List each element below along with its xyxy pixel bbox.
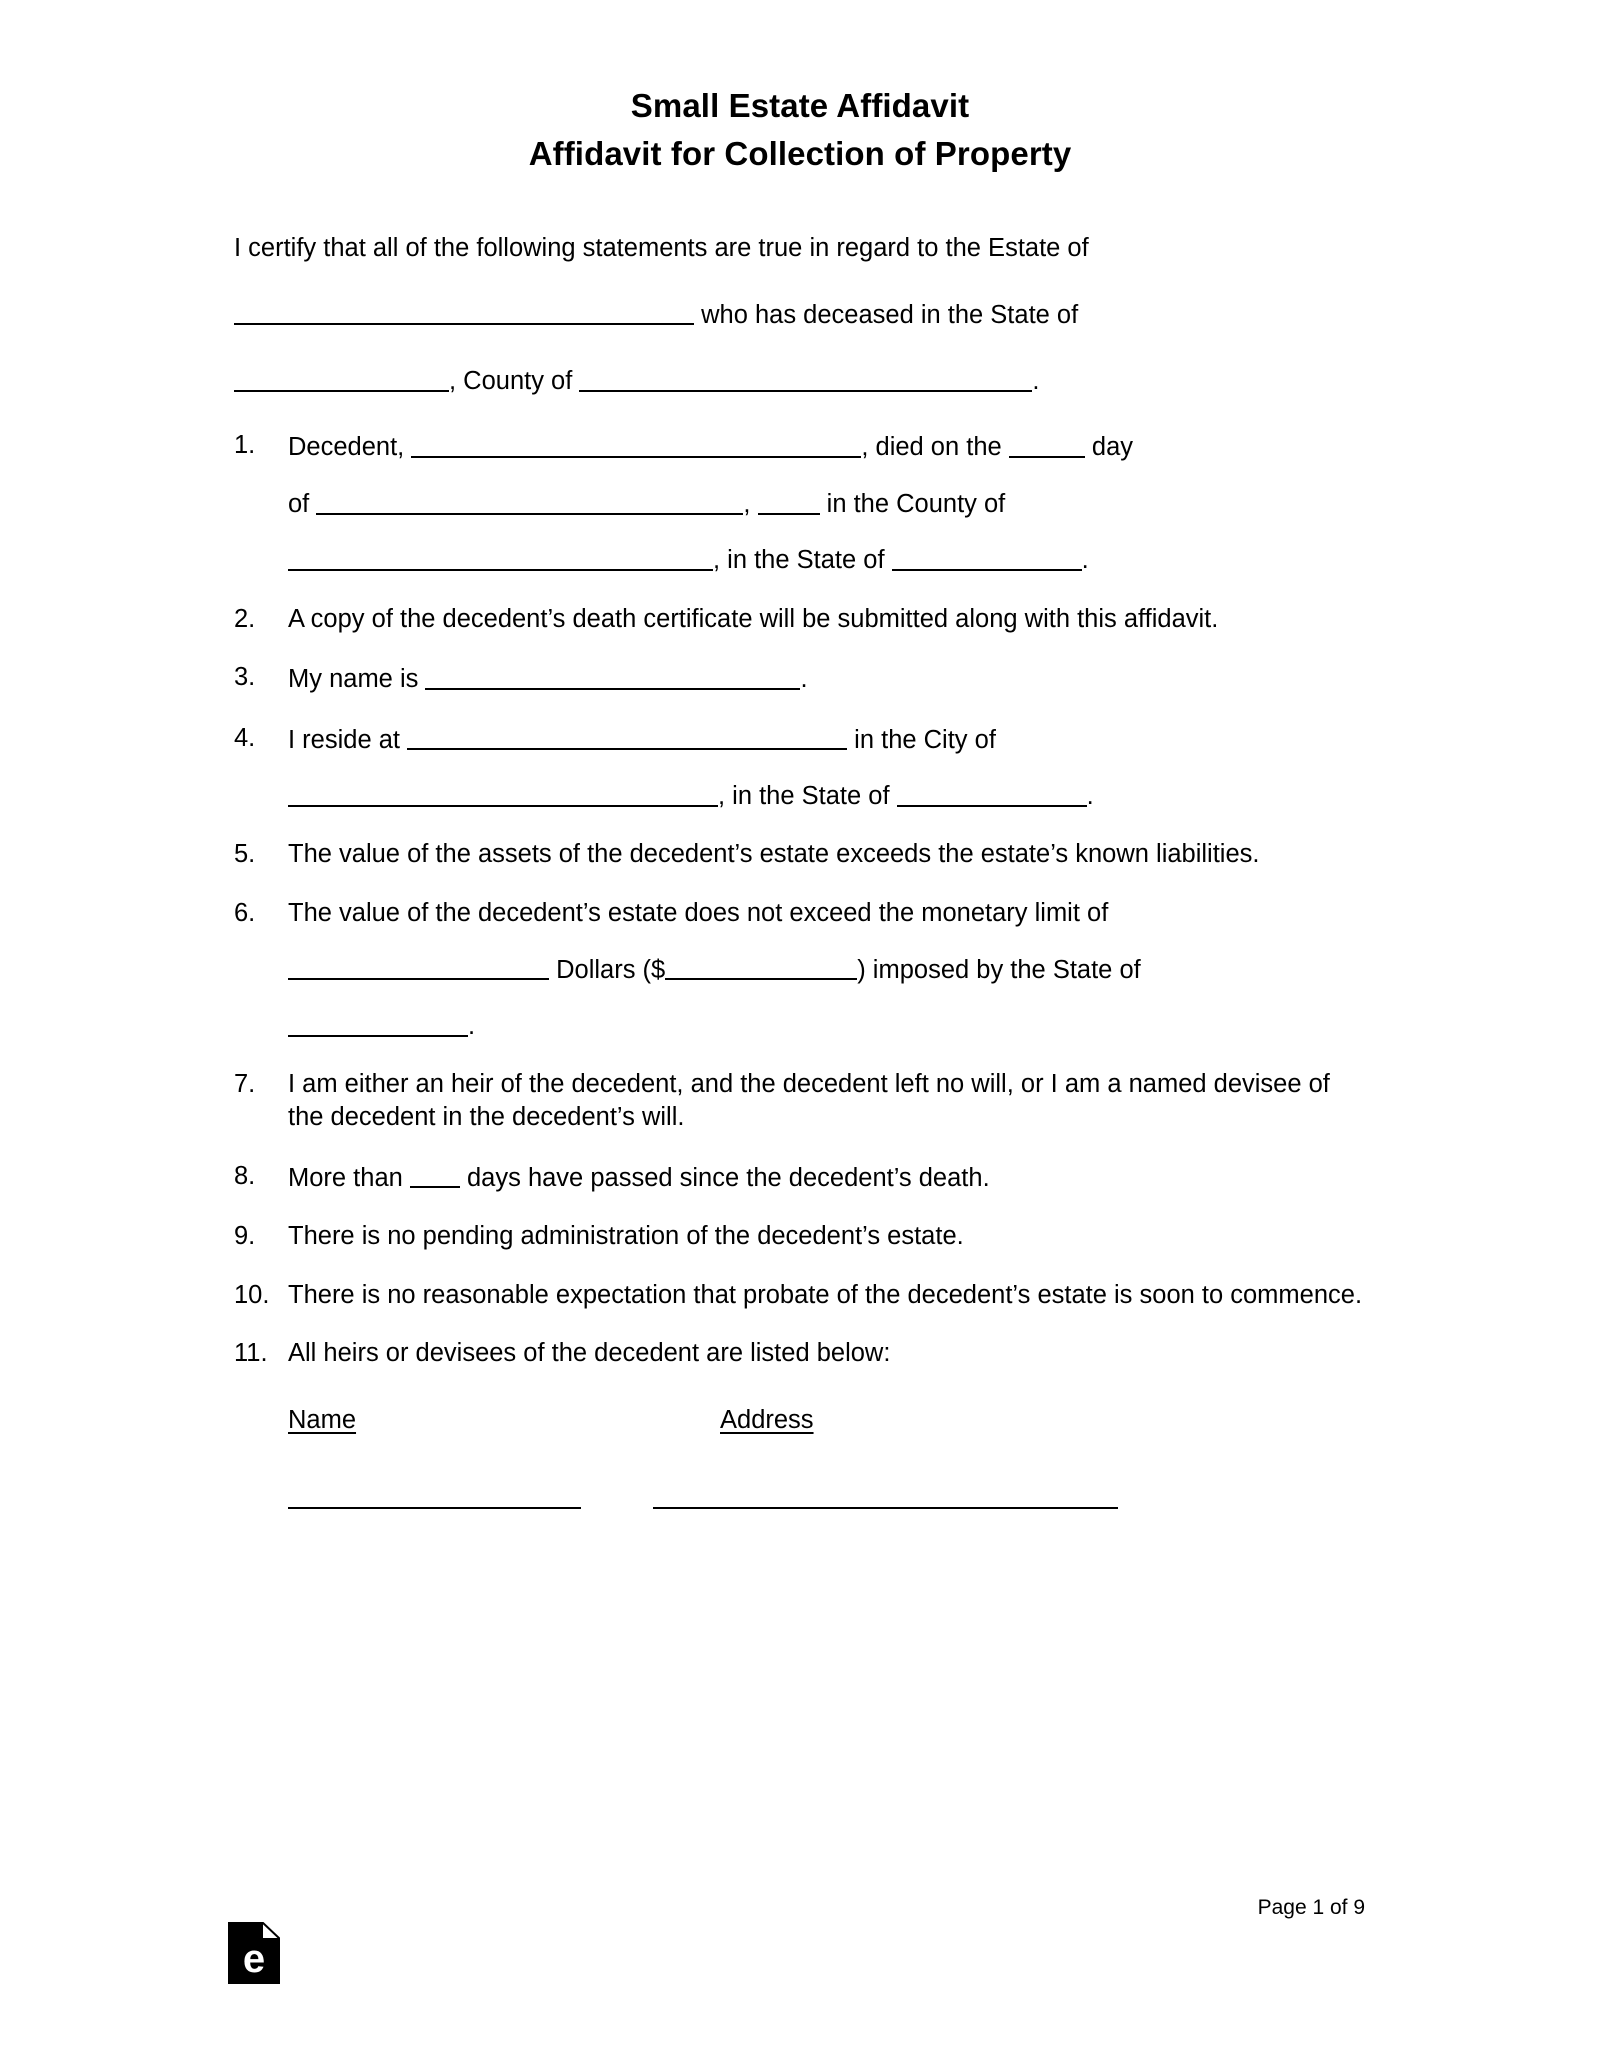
death-year-blank[interactable] — [758, 486, 820, 515]
item-1-text-b: , died on the — [861, 433, 1002, 462]
heir-address-blank[interactable] — [653, 1481, 1118, 1510]
title-line-2: Affidavit for Collection of Property — [528, 135, 1072, 172]
item-1-text-f: in the County of — [826, 489, 1006, 518]
intro-line-1 — [234, 232, 1365, 265]
item-number-3: 3. — [234, 663, 256, 692]
days-passed-blank[interactable] — [410, 1160, 460, 1189]
intro-text-1: I certify that all of the following statements are true in regard to the Estate of — [234, 234, 1089, 262]
item-number-10: 10. — [234, 1280, 270, 1309]
affiant-address-blank[interactable] — [407, 722, 847, 751]
list-item-4 — [234, 722, 1365, 813]
item-8-line — [288, 1160, 1365, 1194]
decedent-name-blank[interactable] — [411, 429, 861, 458]
list-item-7 — [234, 1068, 1365, 1133]
intro-line-2 — [234, 297, 1365, 331]
svg-text:e: e — [242, 1937, 266, 1981]
item-6-text-d: . — [468, 1011, 476, 1040]
item-6-line-2 — [288, 952, 1365, 986]
item-1-line-3 — [288, 542, 1365, 576]
intro-comma-county: , County of — [449, 366, 573, 395]
intro-paragraph — [234, 232, 1365, 397]
list-item-2 — [234, 603, 1365, 636]
item-10-text: There is no reasonable expectation that probate of the decedent’s estate is soon to commence. — [288, 1280, 1363, 1309]
estate-name-blank[interactable] — [234, 297, 694, 326]
item-4-line-2 — [288, 778, 1365, 812]
item-11-text: All heirs or devisees of the decedent are listed below: — [288, 1339, 891, 1368]
affiant-name-blank[interactable] — [425, 661, 800, 690]
death-month-blank[interactable] — [316, 486, 743, 515]
item-8-text-b: days have passed since the decedent’s death. — [467, 1163, 990, 1192]
intro-text-2: who has deceased in the State of — [701, 300, 1079, 329]
item-2-text: A copy of the decedent’s death certificate will be submitted along with this affidavit. — [288, 604, 1219, 633]
item-6-text-b: Dollars ($ — [556, 955, 666, 984]
item-number-5: 5. — [234, 840, 256, 869]
item-6-text-c: ) imposed by the State of — [857, 955, 1141, 984]
item-1-text-d: of — [288, 489, 310, 518]
heirs-table-row — [288, 1481, 1365, 1507]
affiant-state-blank[interactable] — [897, 778, 1087, 807]
intro-period: . — [1032, 366, 1040, 395]
item-number-9: 9. — [234, 1222, 256, 1251]
item-3-text-b: . — [800, 664, 808, 693]
item-5-text: The value of the assets of the decedent’s estate exceeds the estate’s known liabilities. — [288, 840, 1260, 869]
heir-name-blank[interactable] — [288, 1481, 581, 1510]
intro-line-3 — [234, 363, 1365, 397]
item-number-4: 4. — [234, 723, 256, 752]
page-number: Page 1 of 9 — [1257, 1896, 1365, 1919]
item-9-text: There is no pending administration of the decedent’s estate. — [288, 1222, 964, 1251]
item-1-text-c: day — [1091, 433, 1134, 462]
item-4-line-1 — [288, 722, 1365, 756]
affidavit-statement-list — [234, 429, 1365, 1506]
item-number-8: 8. — [234, 1161, 256, 1190]
list-item-10 — [234, 1279, 1365, 1312]
heirs-table-header — [288, 1404, 1365, 1437]
column-header-address: Address — [720, 1405, 814, 1434]
item-1-text-e: , — [743, 489, 751, 518]
item-number-2: 2. — [234, 604, 256, 633]
list-item-9 — [234, 1220, 1365, 1253]
list-item-11 — [234, 1337, 1365, 1506]
death-state-blank[interactable] — [892, 542, 1082, 571]
item-4-text-d: . — [1086, 781, 1094, 810]
item-number-6: 6. — [234, 899, 256, 927]
item-number-11: 11. — [234, 1339, 268, 1368]
item-4-text-b: in the City of — [854, 725, 996, 754]
list-item-1 — [234, 429, 1365, 576]
list-item-3 — [234, 661, 1365, 695]
monetary-limit-state-blank[interactable] — [288, 1008, 468, 1037]
monetary-limit-amount-blank[interactable] — [665, 952, 857, 981]
item-4-text-a: I reside at — [288, 725, 400, 754]
item-3-text-a: My name is — [288, 664, 419, 693]
list-item-5 — [234, 838, 1365, 871]
list-item-8 — [234, 1160, 1365, 1194]
document-body — [0, 232, 1600, 1506]
item-number-1: 1. — [234, 431, 256, 460]
item-6-line-1: The value of the decedent’s estate does not exceed the monetary limit of — [288, 899, 1109, 927]
column-header-name: Name — [288, 1405, 357, 1434]
item-1-text-a: Decedent, — [288, 433, 405, 462]
eforms-logo-icon — [228, 1922, 280, 1984]
item-1-line-2 — [288, 486, 1365, 520]
item-number-7: 7. — [234, 1070, 256, 1099]
death-day-blank[interactable] — [1009, 429, 1085, 458]
document-title — [0, 0, 1600, 178]
item-8-text-a: More than — [288, 1163, 403, 1192]
item-3-line — [288, 661, 1365, 695]
title-line-1: Small Estate Affidavit — [630, 87, 970, 124]
item-6-line-3 — [288, 1008, 1365, 1042]
monetary-limit-words-blank[interactable] — [288, 952, 549, 981]
item-1-line-1 — [288, 429, 1365, 463]
estate-state-blank[interactable] — [234, 363, 449, 392]
item-1-text-g: , in the State of — [713, 545, 885, 574]
item-7-text: I am either an heir of the decedent, and the decedent left no will, or I am a named devisee of the decedent in the decedent’s will. — [288, 1070, 1330, 1132]
affiant-city-blank[interactable] — [288, 778, 718, 807]
death-county-blank[interactable] — [288, 542, 713, 571]
item-1-text-h: . — [1081, 545, 1089, 574]
list-item-6 — [234, 897, 1365, 1042]
item-4-text-c: , in the State of — [718, 781, 890, 810]
estate-county-blank[interactable] — [579, 363, 1032, 392]
